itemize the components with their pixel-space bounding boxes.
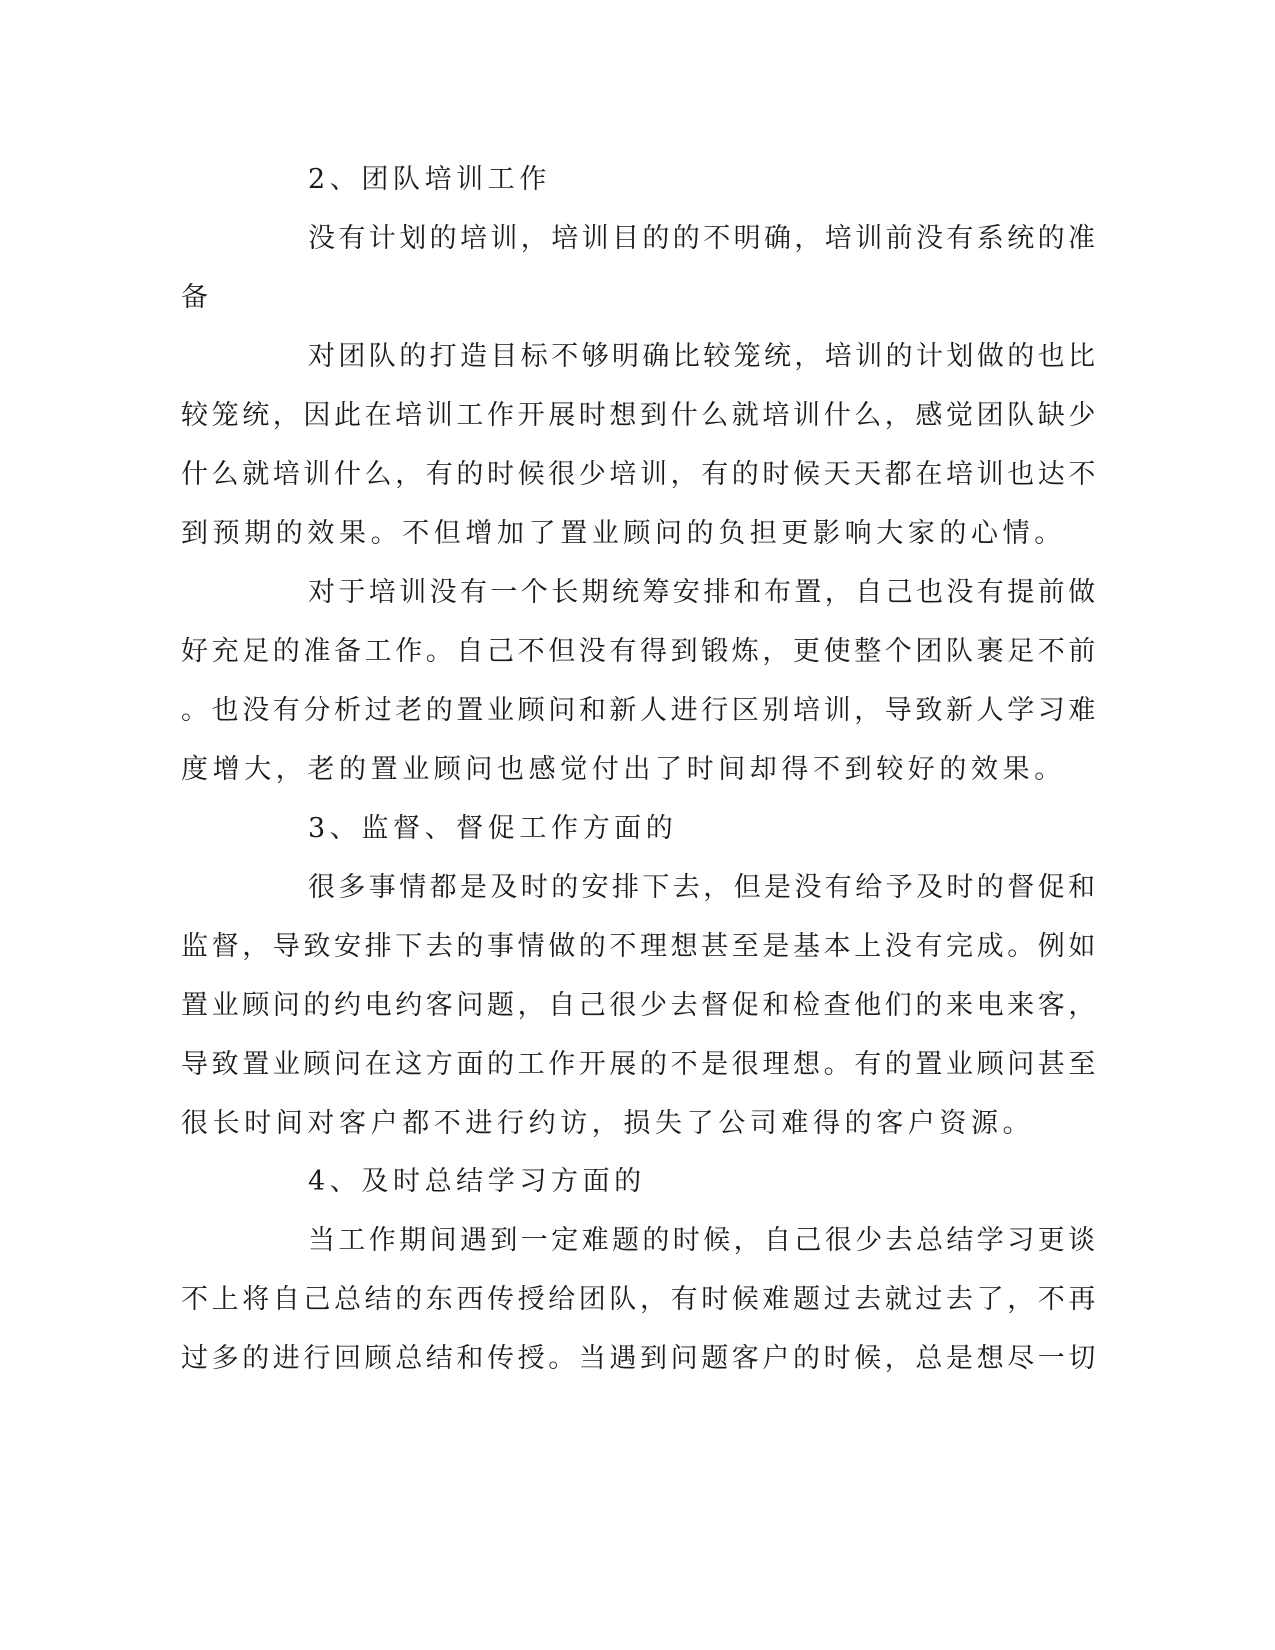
paragraph-line: 到预期的效果。不但增加了置业顾问的负担更影响大家的心情。 (181, 518, 1066, 549)
paragraph-line: 较笼统，因此在培训工作开展时想到什么就培训什么，感觉团队缺少 (181, 400, 1099, 431)
paragraph-line: 很长时间对客户都不进行约访，损失了公司难得的客户资源。 (181, 1108, 1035, 1139)
paragraph-line: 什么就培训什么，有的时候很少培训，有的时候天天都在培训也达不 (181, 459, 1099, 490)
paragraph-line: 监督，导致安排下去的事情做的不理想甚至是基本上没有完成。例如 (181, 931, 1099, 962)
paragraph-line: 不上将自己总结的东西传授给团队，有时候难题过去就过去了，不再 (181, 1284, 1099, 1315)
paragraph-line: 导致置业顾问在这方面的工作开展的不是很理想。有的置业顾问甚至 (181, 1049, 1099, 1080)
section-heading-3: 3、监督、督促工作方面的 (308, 813, 678, 844)
section-heading-4: 4、及时总结学习方面的 (308, 1166, 646, 1197)
paragraph-line: 好充足的准备工作。自己不但没有得到锻炼，更使整个团队裹足不前 (181, 636, 1099, 667)
paragraph-line: 当工作期间遇到一定难题的时候，自己很少去总结学习更谈 (308, 1225, 1099, 1256)
paragraph-line: 很多事情都是及时的安排下去，但是没有给予及时的督促和 (308, 872, 1099, 903)
paragraph-line: 置业顾问的约电约客问题，自己很少去督促和检查他们的来电来客， (181, 990, 1099, 1021)
paragraph-line: 过多的进行回顾总结和传授。当遇到问题客户的时候，总是想尽一切 (181, 1343, 1099, 1374)
section-heading-2: 2、团队培训工作 (308, 164, 551, 195)
paragraph-line: 备 (181, 282, 213, 313)
paragraph-line: 度增大，老的置业顾问也感觉付出了时间却得不到较好的效果。 (181, 754, 1066, 785)
paragraph-line: 。也没有分析过老的置业顾问和新人进行区别培训，导致新人学习难 (181, 695, 1099, 726)
paragraph-line: 没有计划的培训，培训目的的不明确，培训前没有系统的准 (308, 223, 1099, 254)
paragraph-line: 对于培训没有一个长期统筹安排和布置，自己也没有提前做 (308, 577, 1099, 608)
paragraph-line: 对团队的打造目标不够明确比较笼统，培训的计划做的也比 (308, 341, 1099, 372)
